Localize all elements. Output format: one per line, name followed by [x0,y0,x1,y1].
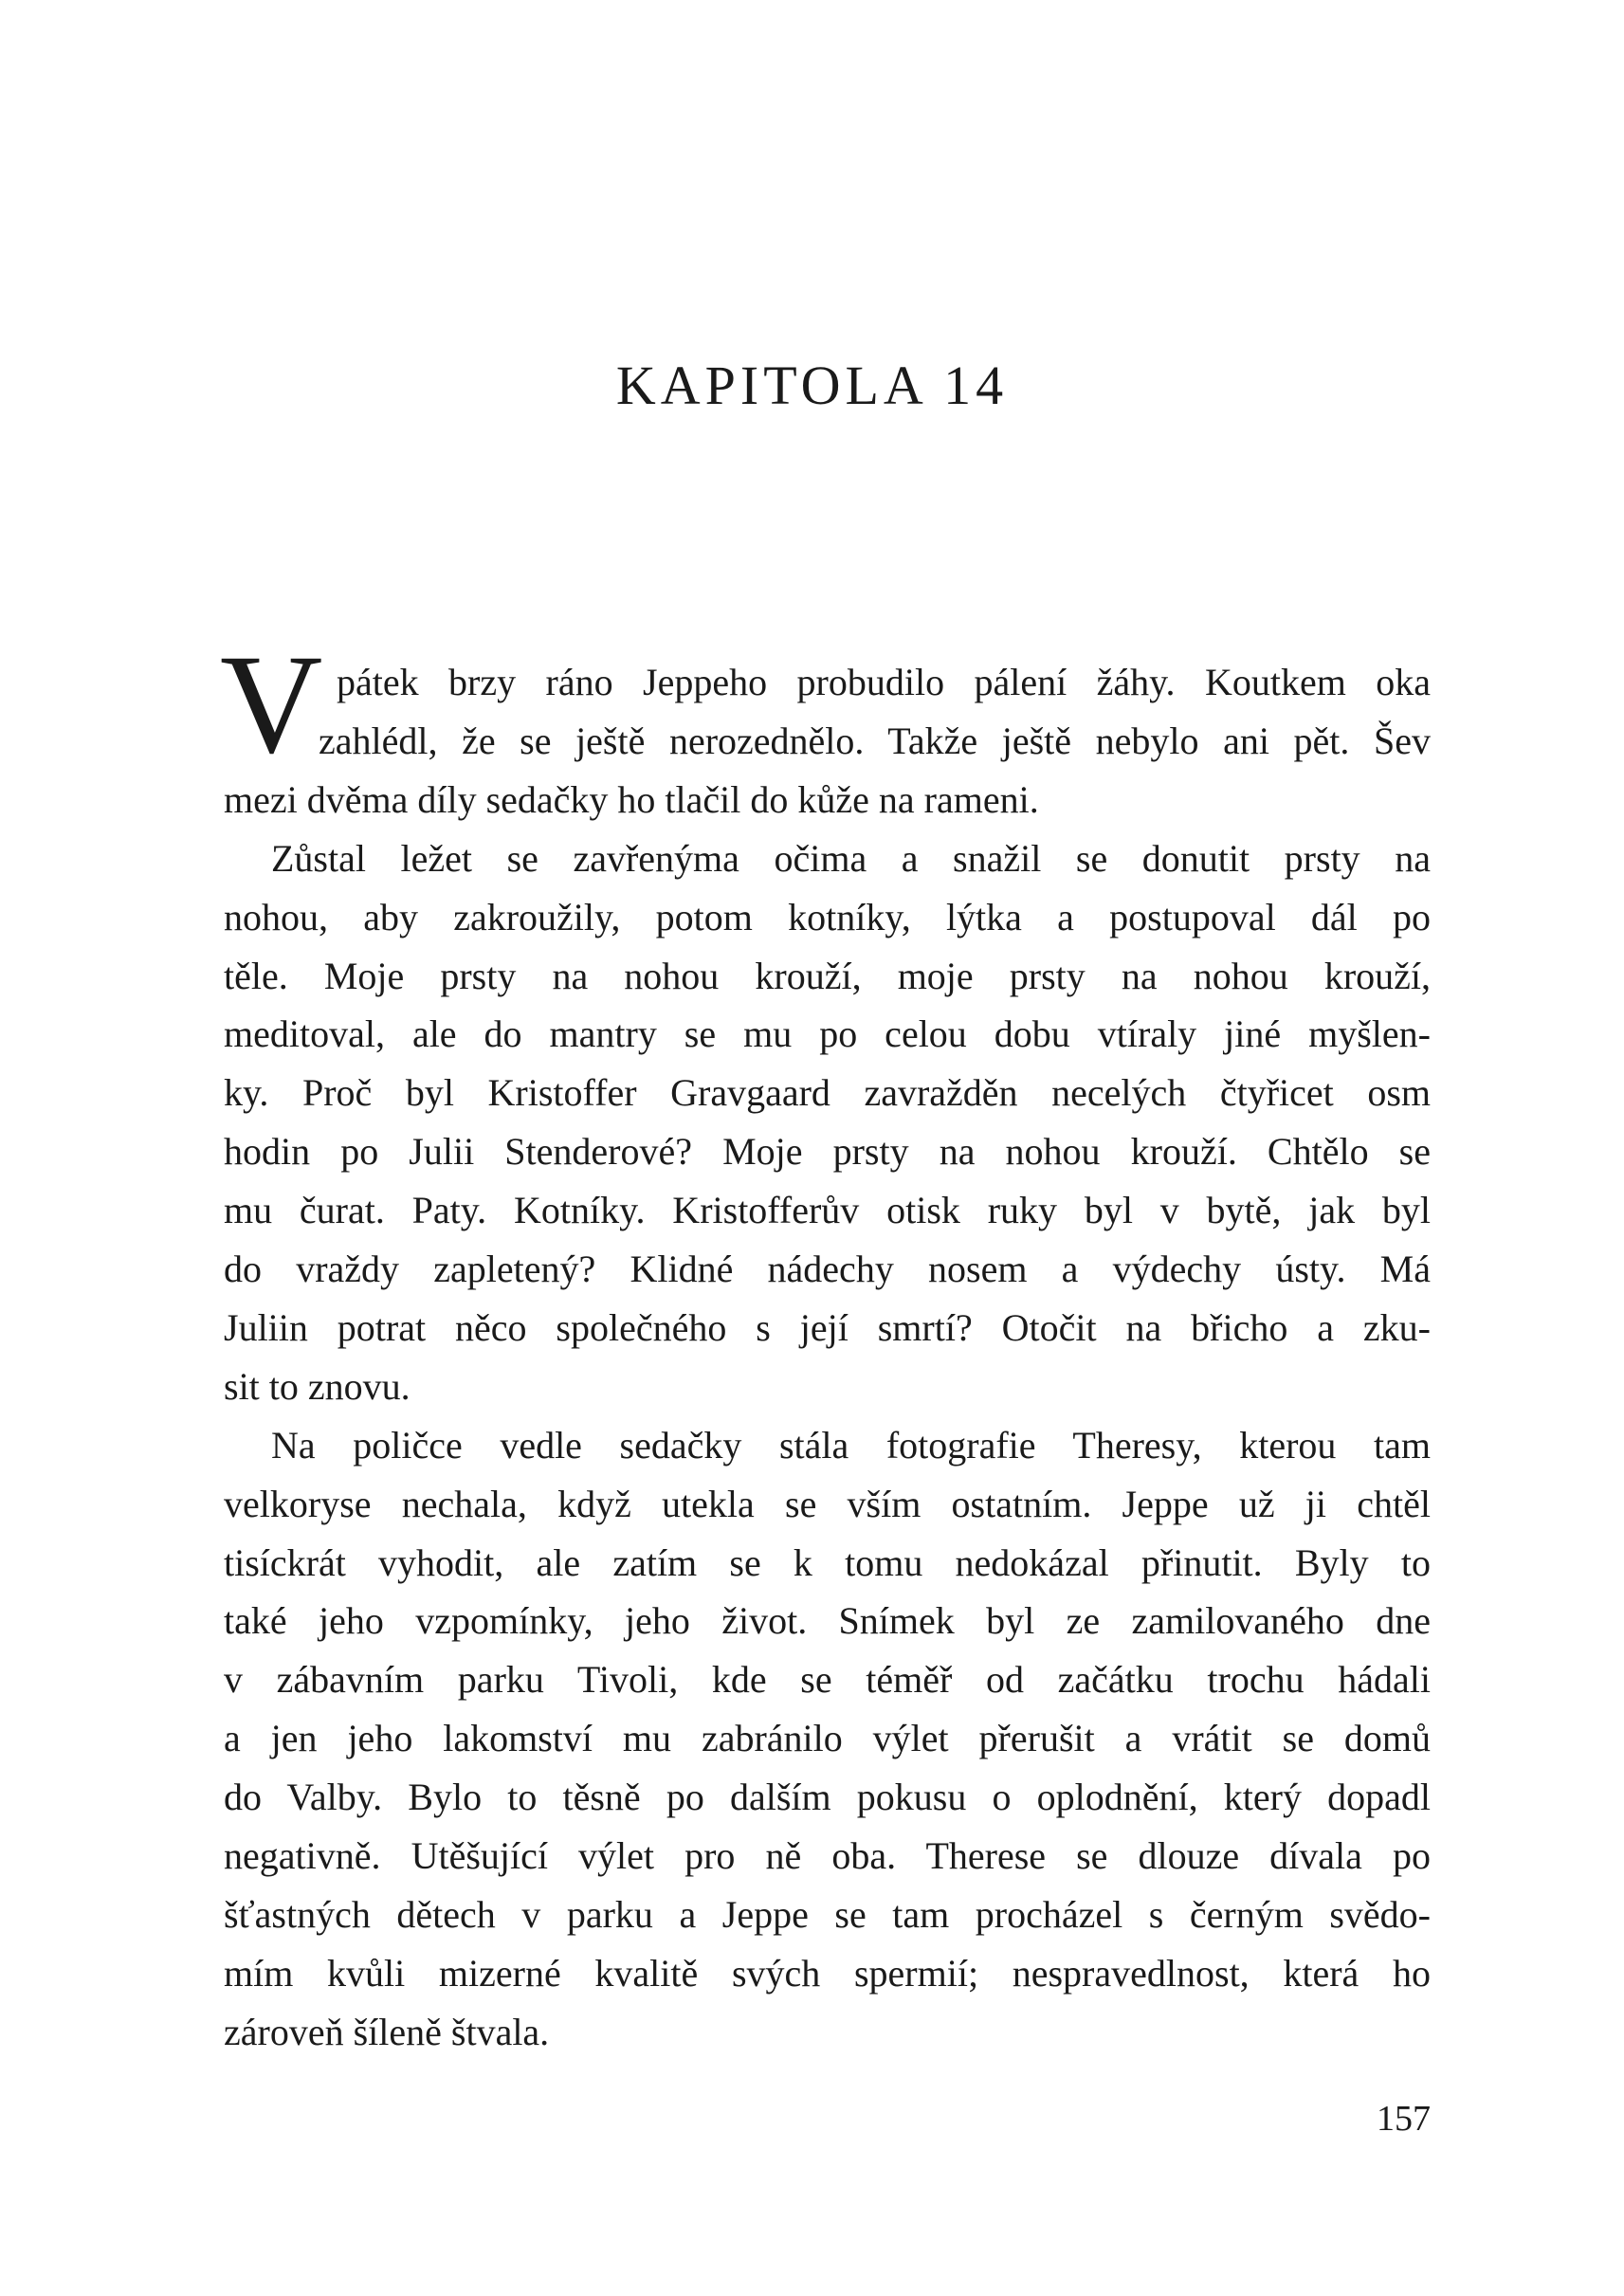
drop-cap: V [220,626,323,783]
text-line: Juliin potrat něco společného s její smrtí? Otočit na břicho a zku- [224,1305,1431,1349]
text-line: velkoryse nechala, když utekla se vším ostatním. Jeppe už ji chtěl [224,1482,1431,1525]
chapter-heading: KAPITOLA 14 [615,355,1009,416]
text-line: těle. Moje prsty na nohou krouží, moje prsty na nohou krouží, [224,954,1431,997]
text-line: také jeho vzpomínky, jeho život. Snímek byl ze zamilovaného dne [224,1599,1431,1643]
page-number: 157 [1377,2099,1431,2139]
text-line: tisíckrát vyhodit, ale zatím se k tomu nedokázal přinutit. Byly to [224,1540,1431,1584]
text-line: mezi dvěma díly sedačky ho tlačil do kůže na rameni. [224,777,1039,821]
text-line: zahlédl, že se ještě nerozednělo. Takže ještě nebylo ani pět. Šev [319,719,1431,762]
text-line: do Valby. Bylo to těsně po dalším pokusu o oplodnění, který dopadl [224,1776,1431,1819]
text-line: mím kvůli mizerné kvalitě svých spermií; nespravedlnost, která ho [224,1951,1431,1995]
text-line: a jen jeho lakomství mu zabránilo výlet přerušit a vrátit se domů [224,1717,1431,1760]
text-line: negativně. Utěšující výlet pro ně oba. Therese se dlouze dívala po [224,1834,1431,1877]
text-line: hodin po Julii Stenderové? Moje prsty na nohou krouží. Chtělo se [224,1130,1431,1174]
text-line: mu čurat. Paty. Kotníky. Kristofferův otisk ruky byl v bytě, jak byl [224,1189,1431,1232]
text-line: meditoval, ale do mantry se mu po celou dobu vtíraly jiné myšlen- [224,1012,1431,1056]
text-line: nohou, aby zakroužily, potom kotníky, lýtka a postupoval dál po [224,895,1431,938]
text-line: Zůstal ležet se zavřenýma očima a snažil se donutit prsty na [271,836,1431,880]
text-line: Na poličce vedle sedačky stála fotografie Theresy, kterou tam [271,1423,1431,1467]
text-line: do vraždy zapletený? Klidné nádechy nosem a výdechy ústy. Má [224,1248,1431,1290]
text-line: v zábavním parku Tivoli, kde se téměř od začátku trochu hádali [224,1658,1431,1702]
text-line: sit to znovu. [224,1364,411,1408]
text-line: ky. Proč byl Kristoffer Gravgaard zavražděn necelých čtyřicet osm [224,1071,1431,1115]
text-line: šťastných dětech v parku a Jeppe se tam procházel s černým svědo- [224,1892,1431,1936]
text-line: pátek brzy ráno Jeppeho probudilo pálení žáhy. Koutkem oka [337,661,1431,703]
text-line: zároveň šíleně štvala. [224,2010,550,2053]
